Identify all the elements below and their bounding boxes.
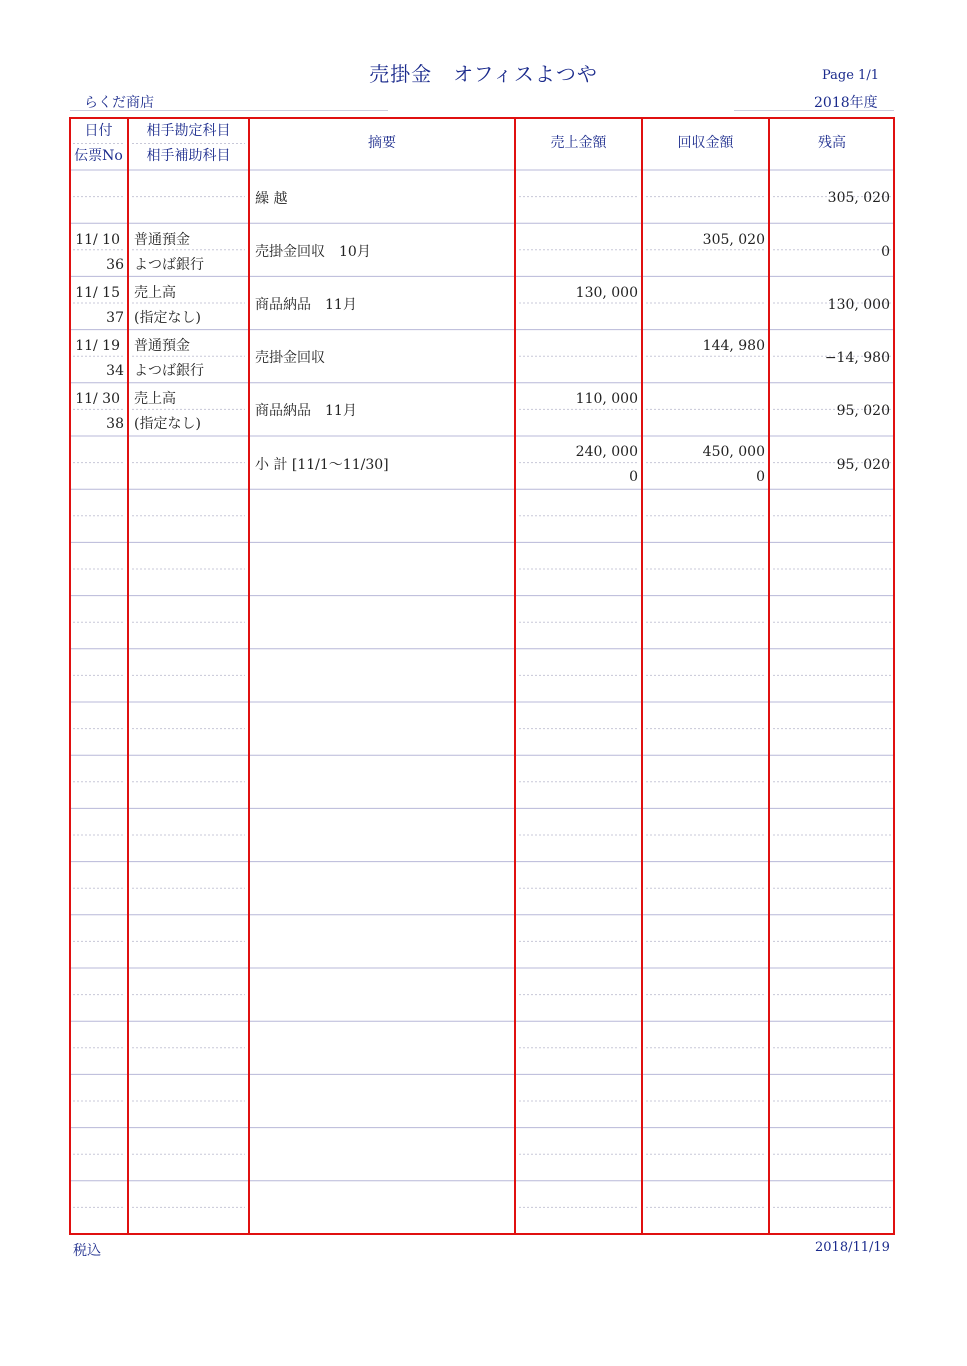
row-memo: 売掛金回収 [255,350,325,366]
ledger-table [69,117,895,1235]
header-voucher-no: 伝票No [74,148,123,164]
subtotal-sales: 240, 000 [575,444,638,460]
page-number: Page 1/1 [822,68,879,83]
header-date: 日付 [84,123,113,139]
row-date: 11/ 19 [75,338,120,354]
row-counter-sub-account: (指定なし) [134,416,201,432]
row-balance: 130, 000 [827,297,890,313]
subtotal-balance: 95, 020 [836,457,890,473]
row-sales: 130, 000 [575,285,638,301]
row-counter-account: 普通預金 [134,338,190,354]
row-date: 11/ 30 [75,391,120,407]
header-sales-amount: 売上金額 [550,135,607,151]
row-voucher-no: 37 [106,310,124,326]
ledger-grid [69,117,895,1235]
fiscal-year: 2018年度 [814,95,878,111]
subtotal-collected-tax: 0 [756,469,765,485]
row-memo: 商品納品 11月 [255,297,357,313]
subtotal-collected: 450, 000 [702,444,765,460]
row-counter-account: 売上高 [134,285,176,301]
row-balance: 305, 020 [827,190,890,206]
row-voucher-no: 34 [106,363,124,379]
row-collected: 305, 020 [702,232,765,248]
row-sales: 110, 000 [575,391,638,407]
row-voucher-no: 36 [106,257,124,273]
row-balance: 0 [881,244,890,260]
shop-name: らくだ商店 [84,95,154,111]
header-memo: 摘要 [368,135,396,151]
row-memo: 売掛金回収 10月 [255,244,371,260]
header-counter-account: 相手勘定科目 [146,123,231,139]
header-counter-sub-account: 相手補助科目 [146,148,231,164]
print-date: 2018/11/19 [815,1240,890,1255]
row-counter-account: 売上高 [134,391,176,407]
row-voucher-no: 38 [106,416,124,432]
row-counter-sub-account: よつば銀行 [134,257,204,273]
row-memo: 繰 越 [255,191,288,207]
row-counter-sub-account: よつば銀行 [134,363,204,379]
row-counter-account: 普通預金 [134,232,190,248]
shop-underline [70,110,388,111]
subtotal-label: 小 計 [11/1〜11/30] [255,457,389,473]
header-balance: 残高 [818,135,846,151]
row-memo: 商品納品 11月 [255,403,357,419]
row-date: 11/ 15 [75,285,120,301]
row-balance: 95, 020 [836,403,890,419]
tax-note: 税込 [73,1243,101,1259]
document-title: 売掛金 オフィスよつや [369,62,598,86]
header-collected-amount: 回収金額 [677,135,734,151]
row-collected: 144, 980 [702,338,765,354]
row-date: 11/ 10 [75,232,120,248]
subtotal-sales-tax: 0 [629,469,638,485]
row-balance: −14, 980 [824,350,890,366]
year-underline [734,110,894,111]
outer-border [70,118,894,1234]
row-counter-sub-account: (指定なし) [134,310,201,326]
